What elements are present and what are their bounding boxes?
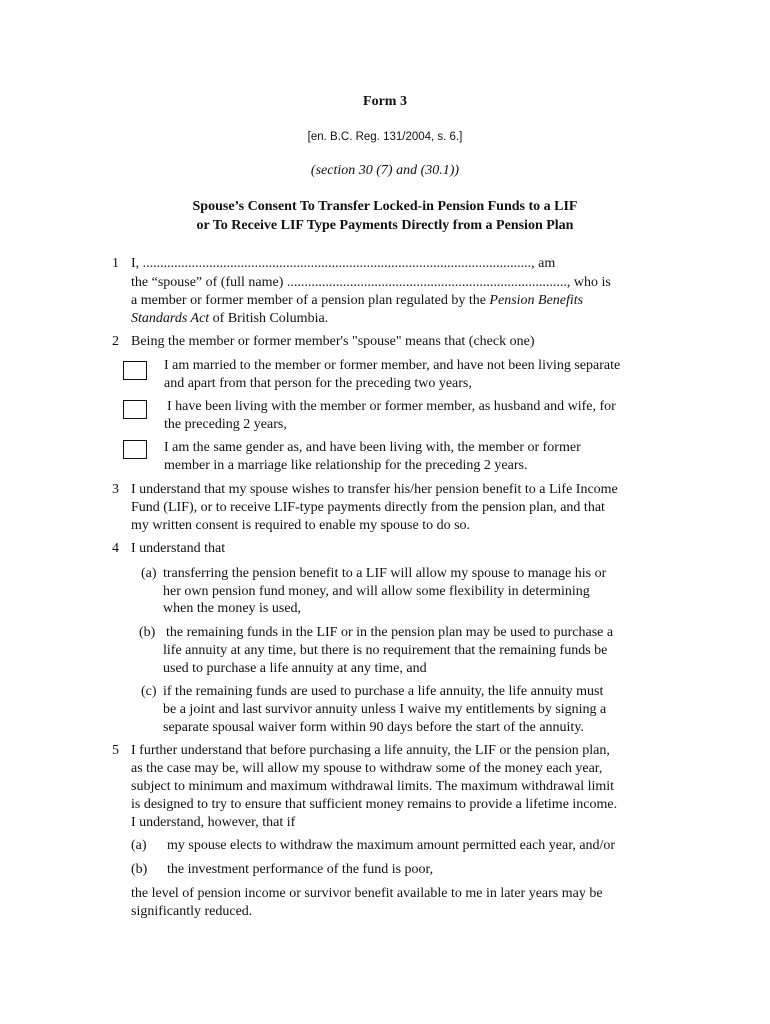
item-3-line-1: I understand that my spouse wishes to transfer his/her pension benefit to a Life Income — [131, 482, 618, 497]
item-4b-line-1: the remaining funds in the LIF or in the pension plan may be used to purchase a — [166, 625, 614, 640]
option-2-line-2: the preceding 2 years, — [164, 417, 287, 432]
item-5-line-1: I further understand that before purchasing a life annuity, the LIF or the pension plan, — [131, 743, 610, 758]
item-1-text-plain: a member or former member of a pension plan regulated by the — [131, 293, 490, 308]
item-5-closing-line-1: the level of pension income or survivor benefit available to me in later years may be — [131, 886, 603, 901]
item-4c-line-3: separate spousal waiver form within 90 days before the start of the annuity. — [163, 720, 584, 735]
option-3-line-2: member in a marriage like relationship for the preceding 2 years. — [164, 458, 528, 473]
item-5a-text: my spouse elects to withdraw the maximum amount permitted each year, and/or — [167, 838, 616, 853]
item-5-number: 5 — [112, 743, 119, 758]
form-heading-line-2: or To Receive LIF Type Payments Directly from a Pension Plan — [196, 218, 574, 233]
item-5-closing-line-2: significantly reduced. — [131, 904, 253, 919]
married-checkbox[interactable] — [123, 361, 147, 380]
item-5-line-4: is designed to try to ensure that sufficient money remains to provide a lifetime income. — [131, 797, 618, 812]
item-4a-line-2: her own pension fund money, and will allow some flexibility in determining — [163, 584, 590, 599]
regulation-reference: [en. B.C. Reg. 131/2004, s. 6.] — [307, 131, 463, 143]
common-law-checkbox[interactable] — [123, 400, 147, 419]
item-4a-line-1: transferring the pension benefit to a LIF will allow my spouse to manage his or — [163, 566, 607, 581]
item-3-number: 3 — [112, 482, 119, 497]
section-reference: (section 30 (7) and (30.1)) — [310, 163, 460, 178]
item-3-line-3: my written consent is required to enable my spouse to do so. — [131, 518, 471, 533]
option-3-line-1: I am the same gender as, and have been living with, the member or former — [164, 440, 581, 455]
item-5-line-5: I understand, however, that if — [131, 815, 296, 830]
item-5a-label: (a) — [131, 838, 147, 853]
item-4a-line-3: when the money is used, — [163, 601, 302, 616]
item-4b-line-2: life annuity at any time, but there is no requirement that the remaining funds be — [163, 643, 608, 658]
item-4-text: I understand that — [131, 541, 226, 556]
item-4c-line-2: be a joint and last survivor annuity unless I waive my entitlements by signing a — [163, 702, 607, 717]
item-3-line-2: Fund (LIF), or to receive LIF-type payments directly from the pension plan, and that — [131, 500, 605, 515]
item-1-text-line-4 — [131, 310, 328, 328]
item-2-number: 2 — [112, 334, 119, 349]
option-1-line-1: I am married to the member or former member, and have not been living separate — [164, 358, 621, 373]
item-5b-text: the investment performance of the fund is poor, — [167, 862, 434, 877]
option-2-line-1: I have been living with the member or former member, as husband and wife, for — [167, 399, 616, 414]
item-5-line-2: as the case may be, will allow my spouse to withdraw some of the money each year, — [131, 761, 603, 776]
item-2-text: Being the member or former member's "spouse" means that (check one) — [131, 334, 535, 349]
act-name-part-2: Standards Act — [131, 311, 210, 326]
form-title: Form 3 — [363, 94, 407, 109]
item-4b-line-3: used to purchase a life annuity at any time, and — [163, 661, 427, 676]
option-1-line-2: and apart from that person for the preceding two years, — [164, 376, 472, 391]
item-1-name-line: I, ..............................................................................................................., am — [131, 256, 556, 271]
item-5b-label: (b) — [131, 862, 148, 877]
same-gender-checkbox[interactable] — [123, 440, 147, 459]
item-1-spouse-line: the “spouse” of (full name) ................................................................................, who is — [131, 275, 611, 290]
item-4a-label: (a) — [141, 566, 157, 581]
item-4b-label: (b) — [139, 625, 156, 640]
form-heading-line-1: Spouse’s Consent To Transfer Locked-in Pension Funds to a LIF — [192, 199, 578, 214]
item-1-text-line-3 — [131, 292, 583, 310]
item-5-line-3: subject to minimum and maximum withdrawal limits. The maximum withdrawal limit — [131, 779, 615, 794]
item-4c-line-1: if the remaining funds are used to purchase a life annuity, the life annuity must — [163, 684, 604, 699]
item-1-text-end: of British Columbia. — [209, 311, 329, 326]
act-name-part-1: Pension Benefits — [489, 293, 584, 308]
item-4c-label: (c) — [141, 684, 157, 699]
item-4-number: 4 — [112, 541, 119, 556]
item-1-number: 1 — [112, 256, 119, 271]
